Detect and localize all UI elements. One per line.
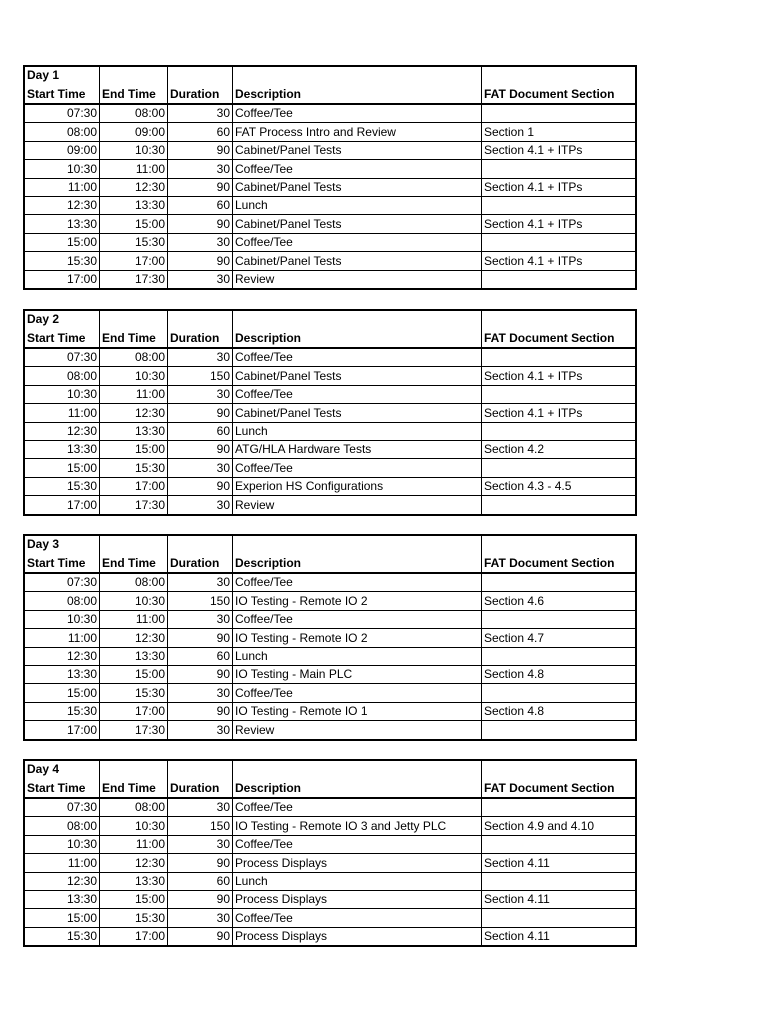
- fat-section-cell: Section 4.9 and 4.10: [482, 817, 637, 835]
- start-time-cell: 15:00: [24, 233, 100, 251]
- fat-section-cell: [482, 104, 637, 123]
- duration-cell: 150: [168, 367, 233, 385]
- start-time-cell: 15:30: [24, 477, 100, 495]
- end-time-cell: 15:00: [100, 215, 168, 233]
- end-time-cell: 17:00: [100, 252, 168, 270]
- header-spacer: [100, 535, 168, 553]
- header-spacer: [482, 760, 637, 778]
- end-time-header: End Time: [100, 778, 168, 798]
- fat-section-cell: Section 1: [482, 123, 637, 141]
- start-time-cell: 11:00: [24, 629, 100, 647]
- fat-section-cell: [482, 233, 637, 251]
- fat-section-cell: [482, 573, 637, 592]
- duration-cell: 30: [168, 798, 233, 817]
- header-spacer: [482, 535, 637, 553]
- table-row: [24, 496, 636, 515]
- column-header-row: [24, 778, 636, 798]
- end-time-cell: 12:30: [100, 629, 168, 647]
- day-4-table: [23, 759, 637, 947]
- table-row: [24, 610, 636, 628]
- start-time-cell: 08:00: [24, 123, 100, 141]
- start-time-cell: 13:30: [24, 215, 100, 233]
- fat-section-cell: [482, 160, 637, 178]
- duration-header: Duration: [168, 778, 233, 798]
- start-time-cell: 10:30: [24, 160, 100, 178]
- description-cell: Coffee/Tee: [233, 385, 482, 403]
- end-time-header: End Time: [100, 84, 168, 104]
- end-time-cell: 15:00: [100, 440, 168, 458]
- table-row: [24, 252, 636, 270]
- column-header-row: [24, 84, 636, 104]
- day-label-row: [24, 535, 636, 553]
- end-time-cell: 17:30: [100, 496, 168, 515]
- duration-cell: 30: [168, 721, 233, 740]
- day-label: Day 1: [24, 66, 100, 84]
- end-time-cell: 15:30: [100, 909, 168, 927]
- duration-cell: 30: [168, 573, 233, 592]
- header-spacer: [233, 310, 482, 328]
- day-label: Day 3: [24, 535, 100, 553]
- table-row: [24, 890, 636, 908]
- header-spacer: [168, 535, 233, 553]
- fat-section-cell: [482, 684, 637, 702]
- table-row: [24, 573, 636, 592]
- fat-section-cell: [482, 196, 637, 214]
- end-time-cell: 17:00: [100, 702, 168, 720]
- end-time-cell: 08:00: [100, 573, 168, 592]
- duration-cell: 90: [168, 477, 233, 495]
- table-row: [24, 440, 636, 458]
- fat-section-cell: Section 4.7: [482, 629, 637, 647]
- fat-section-cell: Section 4.3 - 4.5: [482, 477, 637, 495]
- duration-cell: 30: [168, 233, 233, 251]
- fat-section-header: FAT Document Section: [482, 84, 637, 104]
- description-cell: IO Testing - Main PLC: [233, 665, 482, 683]
- day-label: Day 4: [24, 760, 100, 778]
- description-cell: Coffee/Tee: [233, 160, 482, 178]
- description-cell: Cabinet/Panel Tests: [233, 404, 482, 422]
- fat-section-cell: Section 4.1 + ITPs: [482, 141, 637, 159]
- description-cell: ATG/HLA Hardware Tests: [233, 440, 482, 458]
- day-3-table: [23, 534, 637, 741]
- table-row: [24, 196, 636, 214]
- fat-section-cell: Section 4.1 + ITPs: [482, 252, 637, 270]
- start-time-cell: 10:30: [24, 385, 100, 403]
- start-time-cell: 17:00: [24, 496, 100, 515]
- end-time-cell: 13:30: [100, 196, 168, 214]
- duration-cell: 150: [168, 592, 233, 610]
- table-row: [24, 367, 636, 385]
- end-time-cell: 13:30: [100, 422, 168, 440]
- duration-cell: 60: [168, 196, 233, 214]
- start-time-cell: 12:30: [24, 872, 100, 890]
- start-time-cell: 07:30: [24, 104, 100, 123]
- day-label-row: [24, 66, 636, 84]
- start-time-cell: 10:30: [24, 835, 100, 853]
- header-spacer: [100, 310, 168, 328]
- fat-section-cell: [482, 496, 637, 515]
- end-time-cell: 10:30: [100, 367, 168, 385]
- table-row: [24, 835, 636, 853]
- start-time-cell: 08:00: [24, 817, 100, 835]
- description-cell: Coffee/Tee: [233, 610, 482, 628]
- header-spacer: [168, 66, 233, 84]
- column-header-row: [24, 553, 636, 573]
- day-1-table: [23, 65, 637, 290]
- duration-cell: 150: [168, 817, 233, 835]
- description-cell: IO Testing - Remote IO 3 and Jetty PLC: [233, 817, 482, 835]
- duration-cell: 90: [168, 854, 233, 872]
- duration-cell: 30: [168, 459, 233, 477]
- duration-cell: 60: [168, 872, 233, 890]
- duration-header: Duration: [168, 553, 233, 573]
- start-time-cell: 13:30: [24, 440, 100, 458]
- description-cell: Cabinet/Panel Tests: [233, 252, 482, 270]
- start-time-cell: 12:30: [24, 647, 100, 665]
- header-spacer: [482, 66, 637, 84]
- description-cell: Review: [233, 496, 482, 515]
- end-time-cell: 08:00: [100, 348, 168, 367]
- end-time-cell: 15:30: [100, 684, 168, 702]
- duration-cell: 30: [168, 909, 233, 927]
- description-cell: Cabinet/Panel Tests: [233, 215, 482, 233]
- start-time-cell: 12:30: [24, 422, 100, 440]
- description-cell: Cabinet/Panel Tests: [233, 367, 482, 385]
- start-time-cell: 12:30: [24, 196, 100, 214]
- description-header: Description: [233, 328, 482, 348]
- start-time-cell: 11:00: [24, 404, 100, 422]
- header-spacer: [233, 535, 482, 553]
- end-time-cell: 11:00: [100, 160, 168, 178]
- table-row: [24, 233, 636, 251]
- day-2-table: [23, 309, 637, 516]
- header-spacer: [233, 66, 482, 84]
- description-cell: Lunch: [233, 196, 482, 214]
- table-row: [24, 629, 636, 647]
- end-time-header: End Time: [100, 328, 168, 348]
- fat-section-cell: Section 4.8: [482, 665, 637, 683]
- fat-section-header: FAT Document Section: [482, 778, 637, 798]
- end-time-cell: 12:30: [100, 404, 168, 422]
- fat-section-cell: [482, 385, 637, 403]
- end-time-cell: 12:30: [100, 178, 168, 196]
- duration-cell: 90: [168, 665, 233, 683]
- fat-section-cell: [482, 721, 637, 740]
- description-cell: Process Displays: [233, 927, 482, 946]
- start-time-header: Start Time: [24, 778, 100, 798]
- end-time-cell: 10:30: [100, 141, 168, 159]
- description-cell: Process Displays: [233, 890, 482, 908]
- duration-header: Duration: [168, 84, 233, 104]
- duration-cell: 90: [168, 440, 233, 458]
- day-label-row: [24, 310, 636, 328]
- day-label: Day 2: [24, 310, 100, 328]
- start-time-cell: 07:30: [24, 573, 100, 592]
- description-cell: Coffee/Tee: [233, 233, 482, 251]
- duration-cell: 30: [168, 684, 233, 702]
- description-cell: Coffee/Tee: [233, 909, 482, 927]
- start-time-cell: 15:30: [24, 927, 100, 946]
- end-time-cell: 08:00: [100, 798, 168, 817]
- description-cell: Coffee/Tee: [233, 798, 482, 817]
- end-time-header: End Time: [100, 553, 168, 573]
- header-spacer: [100, 760, 168, 778]
- duration-header: Duration: [168, 328, 233, 348]
- start-time-cell: 13:30: [24, 890, 100, 908]
- table-row: [24, 854, 636, 872]
- duration-cell: 60: [168, 123, 233, 141]
- duration-cell: 30: [168, 610, 233, 628]
- table-row: [24, 721, 636, 740]
- table-row: [24, 817, 636, 835]
- table-row: [24, 665, 636, 683]
- description-cell: Coffee/Tee: [233, 835, 482, 853]
- fat-section-cell: [482, 798, 637, 817]
- duration-cell: 30: [168, 385, 233, 403]
- table-row: [24, 592, 636, 610]
- start-time-cell: 07:30: [24, 348, 100, 367]
- description-cell: Lunch: [233, 647, 482, 665]
- table-row: [24, 160, 636, 178]
- fat-section-cell: Section 4.1 + ITPs: [482, 215, 637, 233]
- fat-section-cell: [482, 909, 637, 927]
- end-time-cell: 17:30: [100, 270, 168, 289]
- table-row: [24, 927, 636, 946]
- fat-section-cell: [482, 459, 637, 477]
- duration-cell: 90: [168, 141, 233, 159]
- start-time-cell: 11:00: [24, 854, 100, 872]
- fat-section-cell: Section 4.11: [482, 927, 637, 946]
- table-row: [24, 684, 636, 702]
- description-cell: IO Testing - Remote IO 1: [233, 702, 482, 720]
- header-spacer: [168, 760, 233, 778]
- end-time-cell: 15:00: [100, 890, 168, 908]
- table-row: [24, 798, 636, 817]
- day-label-row: [24, 760, 636, 778]
- start-time-cell: 08:00: [24, 367, 100, 385]
- description-cell: Coffee/Tee: [233, 573, 482, 592]
- start-time-header: Start Time: [24, 553, 100, 573]
- end-time-cell: 17:30: [100, 721, 168, 740]
- start-time-header: Start Time: [24, 84, 100, 104]
- end-time-cell: 11:00: [100, 835, 168, 853]
- table-row: [24, 909, 636, 927]
- header-spacer: [100, 66, 168, 84]
- duration-cell: 30: [168, 348, 233, 367]
- fat-section-header: FAT Document Section: [482, 328, 637, 348]
- fat-section-cell: Section 4.2: [482, 440, 637, 458]
- end-time-cell: 15:30: [100, 459, 168, 477]
- duration-cell: 90: [168, 927, 233, 946]
- start-time-cell: 17:00: [24, 270, 100, 289]
- description-cell: Experion HS Configurations: [233, 477, 482, 495]
- duration-cell: 30: [168, 160, 233, 178]
- end-time-cell: 08:00: [100, 104, 168, 123]
- description-cell: Coffee/Tee: [233, 684, 482, 702]
- end-time-cell: 15:30: [100, 233, 168, 251]
- description-cell: IO Testing - Remote IO 2: [233, 629, 482, 647]
- description-cell: Lunch: [233, 872, 482, 890]
- description-cell: Coffee/Tee: [233, 459, 482, 477]
- table-row: [24, 647, 636, 665]
- fat-section-cell: Section 4.1 + ITPs: [482, 367, 637, 385]
- end-time-cell: 09:00: [100, 123, 168, 141]
- table-row: [24, 178, 636, 196]
- fat-section-cell: Section 4.8: [482, 702, 637, 720]
- duration-cell: 90: [168, 890, 233, 908]
- header-spacer: [482, 310, 637, 328]
- table-row: [24, 459, 636, 477]
- start-time-cell: 17:00: [24, 721, 100, 740]
- description-cell: IO Testing - Remote IO 2: [233, 592, 482, 610]
- header-spacer: [233, 760, 482, 778]
- duration-cell: 60: [168, 647, 233, 665]
- fat-section-cell: [482, 348, 637, 367]
- start-time-cell: 15:00: [24, 684, 100, 702]
- end-time-cell: 11:00: [100, 385, 168, 403]
- description-header: Description: [233, 553, 482, 573]
- end-time-cell: 11:00: [100, 610, 168, 628]
- duration-cell: 90: [168, 702, 233, 720]
- description-cell: Coffee/Tee: [233, 104, 482, 123]
- description-cell: Review: [233, 270, 482, 289]
- table-row: [24, 123, 636, 141]
- duration-cell: 90: [168, 404, 233, 422]
- table-row: [24, 141, 636, 159]
- end-time-cell: 12:30: [100, 854, 168, 872]
- fat-section-cell: [482, 270, 637, 289]
- table-row: [24, 477, 636, 495]
- fat-section-cell: [482, 610, 637, 628]
- fat-section-cell: Section 4.11: [482, 890, 637, 908]
- duration-cell: 90: [168, 178, 233, 196]
- table-row: [24, 270, 636, 289]
- fat-section-cell: Section 4.1 + ITPs: [482, 178, 637, 196]
- fat-section-cell: [482, 835, 637, 853]
- description-header: Description: [233, 84, 482, 104]
- fat-section-header: FAT Document Section: [482, 553, 637, 573]
- table-row: [24, 872, 636, 890]
- end-time-cell: 10:30: [100, 592, 168, 610]
- fat-section-cell: [482, 872, 637, 890]
- start-time-cell: 15:30: [24, 252, 100, 270]
- table-row: [24, 702, 636, 720]
- start-time-cell: 15:30: [24, 702, 100, 720]
- duration-cell: 30: [168, 104, 233, 123]
- table-row: [24, 215, 636, 233]
- end-time-cell: 17:00: [100, 927, 168, 946]
- end-time-cell: 13:30: [100, 872, 168, 890]
- duration-cell: 90: [168, 215, 233, 233]
- fat-section-cell: Section 4.1 + ITPs: [482, 404, 637, 422]
- duration-cell: 30: [168, 270, 233, 289]
- start-time-cell: 11:00: [24, 178, 100, 196]
- description-cell: Review: [233, 721, 482, 740]
- table-row: [24, 348, 636, 367]
- header-spacer: [168, 310, 233, 328]
- end-time-cell: 10:30: [100, 817, 168, 835]
- table-row: [24, 404, 636, 422]
- duration-cell: 30: [168, 835, 233, 853]
- table-row: [24, 104, 636, 123]
- description-cell: Process Displays: [233, 854, 482, 872]
- start-time-header: Start Time: [24, 328, 100, 348]
- fat-section-cell: [482, 422, 637, 440]
- duration-cell: 90: [168, 252, 233, 270]
- description-cell: Coffee/Tee: [233, 348, 482, 367]
- end-time-cell: 17:00: [100, 477, 168, 495]
- start-time-cell: 08:00: [24, 592, 100, 610]
- fat-section-cell: Section 4.11: [482, 854, 637, 872]
- duration-cell: 60: [168, 422, 233, 440]
- fat-section-cell: [482, 647, 637, 665]
- start-time-cell: 10:30: [24, 610, 100, 628]
- description-cell: FAT Process Intro and Review: [233, 123, 482, 141]
- end-time-cell: 15:00: [100, 665, 168, 683]
- duration-cell: 30: [168, 496, 233, 515]
- description-header: Description: [233, 778, 482, 798]
- start-time-cell: 13:30: [24, 665, 100, 683]
- start-time-cell: 15:00: [24, 459, 100, 477]
- end-time-cell: 13:30: [100, 647, 168, 665]
- description-cell: Cabinet/Panel Tests: [233, 178, 482, 196]
- start-time-cell: 09:00: [24, 141, 100, 159]
- table-row: [24, 422, 636, 440]
- fat-section-cell: Section 4.6: [482, 592, 637, 610]
- duration-cell: 90: [168, 629, 233, 647]
- start-time-cell: 15:00: [24, 909, 100, 927]
- description-cell: Lunch: [233, 422, 482, 440]
- description-cell: Cabinet/Panel Tests: [233, 141, 482, 159]
- start-time-cell: 07:30: [24, 798, 100, 817]
- table-row: [24, 385, 636, 403]
- column-header-row: [24, 328, 636, 348]
